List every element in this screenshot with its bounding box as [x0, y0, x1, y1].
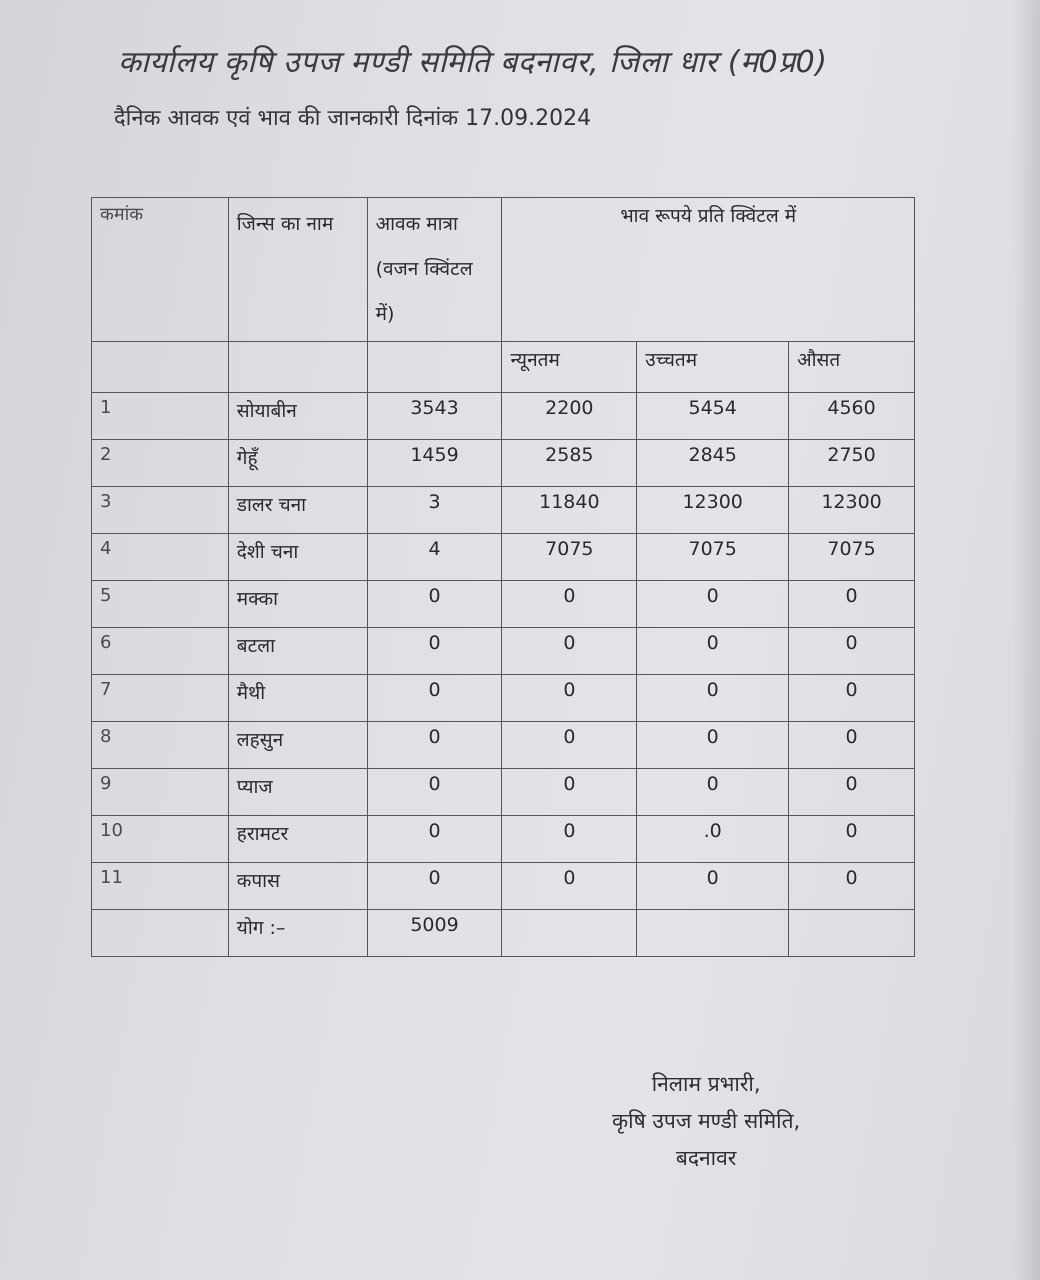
- avg-price-cell: 0: [789, 863, 915, 910]
- min-price-cell: 0: [502, 581, 637, 628]
- total-empty-cell: [789, 910, 915, 957]
- commodity-cell: गेहूँ: [228, 440, 367, 487]
- min-price-cell: 2585: [502, 440, 637, 487]
- table-row: [92, 581, 915, 628]
- subheader-empty-cell: [228, 342, 367, 393]
- serial-cell: 6: [92, 628, 229, 675]
- avg-price-cell: 2750: [789, 440, 915, 487]
- min-price-cell: 0: [502, 722, 637, 769]
- signature-designation: निलाम प्रभारी,: [651, 1072, 761, 1096]
- commodity-cell: कपास: [228, 863, 367, 910]
- total-empty-cell: [92, 910, 229, 957]
- serial-cell: 3: [92, 487, 229, 534]
- avg-price-cell: 7075: [789, 534, 915, 581]
- min-price-cell: 11840: [502, 487, 637, 534]
- avg-price-cell: 12300: [789, 487, 915, 534]
- table-row: [92, 487, 915, 534]
- signature-location: बदनावर: [675, 1146, 737, 1170]
- total-quantity: 5009: [367, 910, 502, 957]
- office-title: कार्यालय कृषि उपज मण्डी समिति बदनावर, जिला धार (म0प्र0): [118, 45, 828, 80]
- total-label: योग :–: [228, 910, 367, 957]
- quantity-cell: 3: [367, 487, 502, 534]
- quantity-cell: 0: [367, 769, 502, 816]
- quantity-cell: 3543: [367, 393, 502, 440]
- max-price-cell: 5454: [637, 393, 789, 440]
- table-row: [92, 863, 915, 910]
- min-price-cell: 0: [502, 816, 637, 863]
- commodity-cell: डालर चना: [228, 487, 367, 534]
- commodity-cell: हरामटर: [228, 816, 367, 863]
- table-row: [92, 534, 915, 581]
- serial-cell: 10: [92, 816, 229, 863]
- max-price-cell: 7075: [637, 534, 789, 581]
- max-price-cell: 0: [637, 581, 789, 628]
- commodity-cell: बटला: [228, 628, 367, 675]
- quantity-cell: 0: [367, 581, 502, 628]
- min-price-cell: 0: [502, 628, 637, 675]
- header-commodity: जिन्स का नाम: [228, 198, 367, 342]
- table-row: [92, 675, 915, 722]
- serial-cell: 8: [92, 722, 229, 769]
- header-min: न्यूनतम: [502, 342, 637, 393]
- header-price-group: भाव रूपये प्रति क्विंटल में: [502, 198, 915, 342]
- avg-price-cell: 0: [789, 581, 915, 628]
- table-row: [92, 769, 915, 816]
- table-header-row: [92, 198, 915, 342]
- max-price-cell: 12300: [637, 487, 789, 534]
- max-price-cell: .0: [637, 816, 789, 863]
- commodity-cell: मक्का: [228, 581, 367, 628]
- max-price-cell: 0: [637, 628, 789, 675]
- table-row: [92, 440, 915, 487]
- quantity-cell: 0: [367, 675, 502, 722]
- quantity-cell: 0: [367, 816, 502, 863]
- commodity-cell: प्याज: [228, 769, 367, 816]
- avg-price-cell: 0: [789, 722, 915, 769]
- min-price-cell: 7075: [502, 534, 637, 581]
- quantity-cell: 0: [367, 722, 502, 769]
- subheader-empty-cell: [92, 342, 229, 393]
- avg-price-cell: 0: [789, 675, 915, 722]
- serial-cell: 9: [92, 769, 229, 816]
- min-price-cell: 0: [502, 675, 637, 722]
- min-price-cell: 2200: [502, 393, 637, 440]
- serial-cell: 1: [92, 393, 229, 440]
- min-price-cell: 0: [502, 863, 637, 910]
- arrival-price-table: [91, 197, 915, 957]
- commodity-cell: मैथी: [228, 675, 367, 722]
- header-max: उच्चतम: [637, 342, 789, 393]
- table-total-row: [92, 910, 915, 957]
- table-subheader-row: [92, 342, 915, 393]
- table-row: [92, 628, 915, 675]
- header-avg: औसत: [789, 342, 915, 393]
- serial-cell: 5: [92, 581, 229, 628]
- max-price-cell: 2845: [637, 440, 789, 487]
- commodity-cell: लहसुन: [228, 722, 367, 769]
- avg-price-cell: 0: [789, 769, 915, 816]
- signature-organization: कृषि उपज मण्डी समिति,: [612, 1109, 801, 1133]
- max-price-cell: 0: [637, 722, 789, 769]
- table-row: [92, 722, 915, 769]
- max-price-cell: 0: [637, 675, 789, 722]
- table-row: [92, 816, 915, 863]
- signature-block: [612, 1066, 800, 1177]
- serial-cell: 7: [92, 675, 229, 722]
- table-row: [92, 393, 915, 440]
- subheader-empty-cell: [367, 342, 502, 393]
- commodity-cell: सोयाबीन: [228, 393, 367, 440]
- header-serial: कमांक: [92, 198, 229, 342]
- report-subtitle: दैनिक आवक एवं भाव की जानकारी दिनांक 17.09.2024: [114, 106, 592, 131]
- total-empty-cell: [637, 910, 789, 957]
- max-price-cell: 0: [637, 769, 789, 816]
- commodity-cell: देशी चना: [228, 534, 367, 581]
- avg-price-cell: 4560: [789, 393, 915, 440]
- avg-price-cell: 0: [789, 628, 915, 675]
- min-price-cell: 0: [502, 769, 637, 816]
- quantity-cell: 0: [367, 863, 502, 910]
- quantity-cell: 4: [367, 534, 502, 581]
- quantity-cell: 1459: [367, 440, 502, 487]
- max-price-cell: 0: [637, 863, 789, 910]
- serial-cell: 4: [92, 534, 229, 581]
- serial-cell: 2: [92, 440, 229, 487]
- quantity-cell: 0: [367, 628, 502, 675]
- avg-price-cell: 0: [789, 816, 915, 863]
- total-empty-cell: [502, 910, 637, 957]
- serial-cell: 11: [92, 863, 229, 910]
- page-edge-shadow: [1012, 0, 1040, 1280]
- header-quantity: आवक मात्रा (वजन क्विंटल में): [367, 198, 502, 342]
